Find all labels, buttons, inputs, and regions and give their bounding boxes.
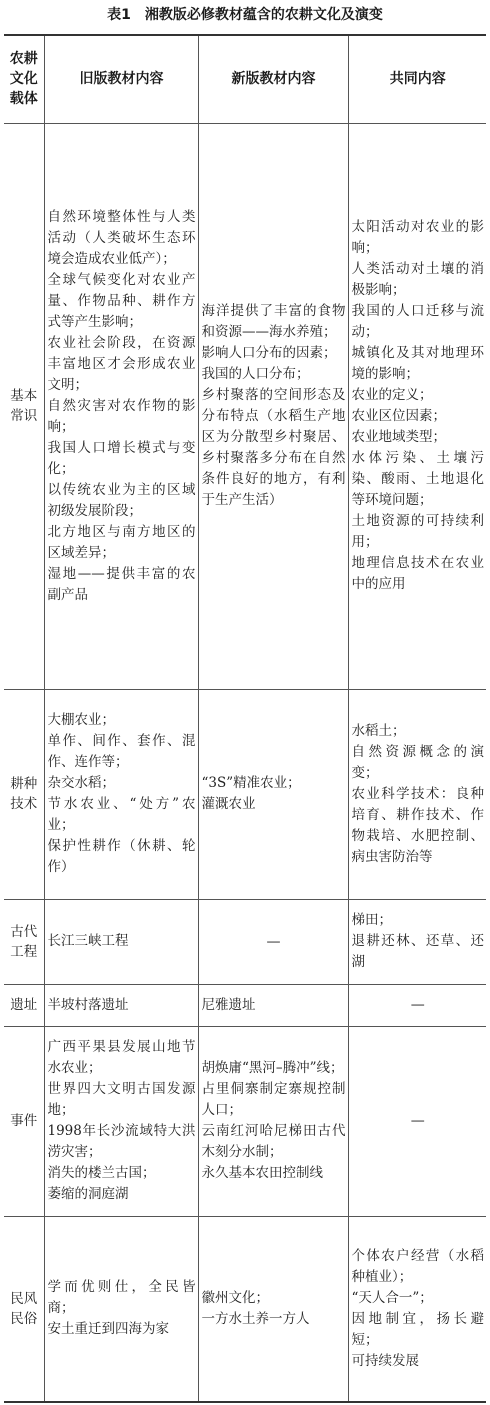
old-item: 世界四大文明古国发源地； [47, 1081, 196, 1118]
new-item: “3S”精准农业； [201, 775, 301, 791]
old-content-cell [44, 984, 198, 1026]
common-item: 农业区位因素； [351, 408, 446, 424]
new-item: 灌溉农业 [201, 796, 256, 812]
table-row [4, 689, 486, 899]
header-category: 农耕文化载体 [4, 35, 44, 123]
common-content-cell [348, 123, 486, 689]
empty-dash: — [348, 1026, 486, 1216]
table-row [4, 1216, 486, 1402]
old-item: 半坡村落遗址 [47, 996, 129, 1013]
new-item: 占里侗寨制定寨规控制人口； [201, 1081, 346, 1118]
new-item: 我国的人口分布； [201, 366, 310, 382]
common-item: 可持续发展 [351, 1352, 419, 1369]
common-content-cell [348, 1216, 486, 1402]
table-row [4, 899, 486, 984]
common-item: “天人合一”； [351, 1289, 433, 1306]
new-item: 尼雅遗址 [201, 996, 256, 1013]
new-content-cell [198, 689, 348, 899]
old-item: 农业社会阶段，在资源丰富地区才会形成农业文明； [47, 334, 196, 393]
new-content-cell [198, 123, 348, 689]
table-header-row [4, 35, 486, 123]
common-item: 因地制宜，扬长避短； [351, 1310, 484, 1348]
common-item: 水体污染、土壤污染、酸雨、土地退化等环境问题； [351, 450, 484, 508]
old-item: 杂交水稻； [47, 775, 115, 791]
old-item: 安土重迁到四海为家 [47, 1321, 169, 1338]
empty-dash: — [198, 899, 348, 984]
new-item: 徽州文化； [201, 1289, 269, 1306]
common-item: 梯田； [351, 912, 392, 928]
new-content-cell [198, 1026, 348, 1216]
old-content-cell [44, 123, 198, 689]
old-item: 以传统农业为主的区域初级发展阶段； [47, 481, 196, 519]
common-item: 城镇化及其对地理环境的影响； [351, 345, 484, 382]
row-category: 古代工程 [4, 899, 44, 984]
old-item: 萎缩的洞庭湖 [47, 1186, 129, 1202]
table-row [4, 123, 486, 689]
common-item: 个体农户经营（水稻种植业）； [351, 1247, 484, 1285]
old-item: 1998年长沙流域特大洪涝灾害； [47, 1123, 196, 1160]
old-item: 全球气候变化对农业产量、作物品种、耕作方式等产生影响； [47, 271, 196, 330]
old-item: 节水农业、“处方”农业； [47, 796, 196, 833]
new-content-cell [198, 1216, 348, 1402]
common-content-cell [348, 899, 486, 984]
row-category: 基本常识 [4, 123, 44, 689]
header-new-content: 新版教材内容 [198, 35, 348, 123]
old-content-cell [44, 1216, 198, 1402]
common-item: 我国的人口迁移与流动； [351, 303, 484, 340]
new-item: 影响人口分布的因素； [201, 345, 337, 361]
common-content-cell [348, 689, 486, 899]
common-item: 退耕还林、还草、还湖 [351, 933, 484, 970]
header-common-content: 共同内容 [348, 35, 486, 123]
row-category: 耕种技术 [4, 689, 44, 899]
new-content-cell [198, 984, 348, 1026]
common-item: 地理信息技术在农业中的应用 [351, 555, 484, 592]
common-item: 农业科学技术：良种培育、耕作技术、作物栽培、水肥控制、病虫害防治等 [351, 785, 484, 865]
new-item: 永久基本农田控制线 [201, 1165, 323, 1181]
new-item: 乡村聚落的空间形态及分布特点（水稻生产地区为分散型乡村聚居、乡村聚落多分布在自然条件良好的地方，有利于生产生活） [201, 387, 346, 508]
common-item: 太阳活动对农业的影响； [351, 219, 484, 256]
old-item: 广西平果县发展山地节水农业； [47, 1039, 196, 1076]
header-old-content: 旧版教材内容 [44, 35, 198, 123]
empty-dash: — [348, 984, 486, 1026]
new-item: 云南红河哈尼梯田古代木刻分水制； [201, 1123, 346, 1160]
new-item: 海洋提供了丰富的食物和资源——海水养殖； [201, 303, 346, 340]
row-category: 事件 [4, 1026, 44, 1216]
table-row [4, 984, 486, 1026]
table-title: 表1 湘教版必修教材蕴含的农耕文化及演变 [107, 7, 383, 23]
old-content-cell [44, 1026, 198, 1216]
old-item: 自然灾害对农作物的影响； [47, 397, 196, 435]
old-item: 湿地——提供丰富的农副产品 [47, 565, 196, 603]
row-category: 民风民俗 [4, 1216, 44, 1402]
old-content-cell [44, 899, 198, 984]
old-item: 保护性耕作（休耕、轮作） [47, 838, 196, 875]
old-item: 自然环境整体性与人类活动（人类破坏生态环境会造成农业低产）； [47, 208, 196, 267]
common-item: 水稻土； [351, 722, 406, 739]
old-item: 学而优则仕，全民皆商； [47, 1279, 196, 1317]
old-content-cell [44, 689, 198, 899]
common-item: 农业的定义； [351, 387, 433, 403]
new-item: 一方水土养一方人 [201, 1310, 310, 1327]
common-item: 人类活动对土壤的消极影响； [351, 261, 484, 298]
common-item: 土地资源的可持续利用； [351, 513, 484, 550]
table-row [4, 1026, 486, 1216]
common-item: 农业地域类型； [351, 429, 446, 445]
farming-culture-table [4, 34, 486, 1403]
old-item: 我国人口增长模式与变化； [47, 439, 196, 477]
old-item: 北方地区与南方地区的区域差异； [47, 523, 196, 561]
old-item: 大棚农业； [47, 712, 115, 728]
row-category: 遗址 [4, 984, 44, 1026]
old-item: 长江三峡工程 [47, 933, 129, 949]
old-item: 单作、间作、套作、混作、连作等； [47, 733, 196, 770]
common-item: 自然资源概念的演变； [351, 743, 484, 781]
new-item: 胡焕庸“黑河–腾冲”线； [201, 1060, 344, 1076]
old-item: 消失的楼兰古国； [47, 1165, 156, 1181]
